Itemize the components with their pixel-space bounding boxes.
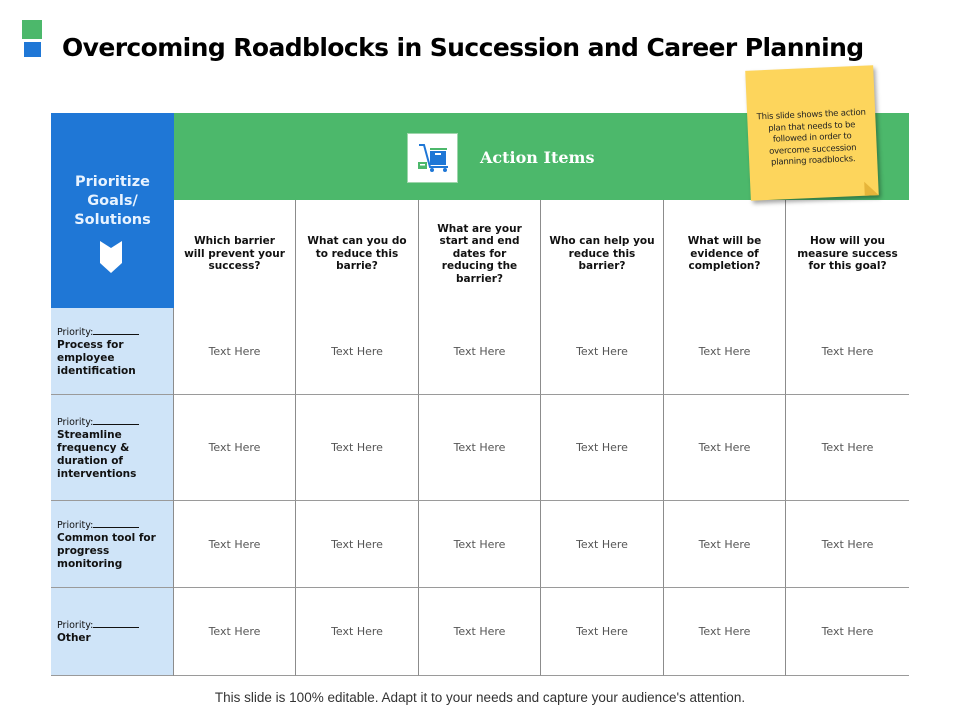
page-title: Overcoming Roadblocks in Succession and Career Planning	[62, 33, 864, 62]
question-header-5: What will be evidence of completion?	[664, 200, 786, 308]
table-cell[interactable]: Text Here	[541, 395, 664, 501]
logo-square-blue	[24, 42, 41, 57]
action-items-label: Action Items	[480, 148, 595, 167]
table-cell[interactable]: Text Here	[296, 395, 419, 501]
table-cell[interactable]: Text Here	[541, 308, 664, 395]
table-cell[interactable]: Text Here	[664, 308, 786, 395]
table-cell[interactable]: Text Here	[541, 501, 664, 588]
table-cell[interactable]: Text Here	[174, 588, 296, 676]
goal-name: Other	[57, 632, 91, 644]
table-cell[interactable]: Text Here	[174, 501, 296, 588]
priority-blank	[93, 518, 139, 528]
table-cell[interactable]: Text Here	[174, 395, 296, 501]
priority-label: Priority:	[57, 416, 94, 428]
table-cell[interactable]: Text Here	[664, 588, 786, 676]
table-cell[interactable]: Text Here	[664, 501, 786, 588]
table-cell[interactable]: Text Here	[174, 308, 296, 395]
row-label-2	[51, 395, 174, 501]
goal-name: Streamline frequency & duration of interventions	[57, 428, 137, 480]
row-label-1	[51, 308, 174, 395]
goal-header-cell	[51, 113, 174, 308]
goal-header-label	[51, 173, 174, 230]
row-label-4	[51, 588, 174, 676]
sticky-note-text: This slide shows the action plan that needs to be followed in order to overcome succession planning roadblocks.	[756, 107, 866, 168]
table-cell[interactable]: Text Here	[419, 308, 541, 395]
priority-field[interactable]	[57, 518, 174, 532]
table-cell[interactable]: Text Here	[541, 588, 664, 676]
sticky-note	[745, 65, 879, 200]
table-cell[interactable]: Text Here	[664, 395, 786, 501]
question-header-3: What are your start and end dates for reducing the barrier?	[419, 200, 541, 308]
table-cell[interactable]: Text Here	[786, 501, 909, 588]
priority-label: Priority:	[57, 519, 94, 531]
table-cell[interactable]: Text Here	[786, 308, 909, 395]
table-cell[interactable]: Text Here	[419, 395, 541, 501]
priority-label: Priority:	[57, 326, 94, 338]
question-header-1: Which barrier will prevent your success?	[174, 200, 296, 308]
question-header-4: Who can help you reduce this barrier?	[541, 200, 664, 308]
priority-blank	[93, 325, 139, 335]
goal-name: Process for employee identification	[57, 338, 136, 377]
table-cell[interactable]: Text Here	[419, 501, 541, 588]
table-cell[interactable]: Text Here	[296, 588, 419, 676]
chevron-down-icon	[100, 241, 122, 273]
question-header-6: How will you measure success for this goal?	[786, 200, 909, 308]
priority-field[interactable]	[57, 325, 174, 339]
row-label-3	[51, 501, 174, 588]
goal-name: Common tool for progress monitoring	[57, 531, 156, 570]
table-cell[interactable]: Text Here	[786, 395, 909, 501]
column-divider	[173, 308, 174, 676]
table-cell[interactable]: Text Here	[296, 308, 419, 395]
priority-blank	[93, 415, 139, 425]
logo-square-green	[22, 20, 42, 39]
goal-header-text: Prioritize Goals/ Solutions	[74, 174, 151, 228]
page-curl	[864, 181, 879, 196]
table-cell[interactable]: Text Here	[419, 588, 541, 676]
priority-field[interactable]	[57, 415, 174, 429]
table-cell[interactable]: Text Here	[296, 501, 419, 588]
priority-label: Priority:	[57, 620, 94, 631]
trolley-cart-icon	[407, 133, 458, 183]
question-header-2: What can you do to reduce this barrie?	[296, 200, 419, 308]
footer-note: This slide is 100% editable. Adapt it to your needs and capture your audience's attention.	[214, 690, 746, 705]
table-cell[interactable]: Text Here	[786, 588, 909, 676]
priority-field[interactable]	[57, 618, 174, 632]
priority-blank	[93, 618, 139, 628]
